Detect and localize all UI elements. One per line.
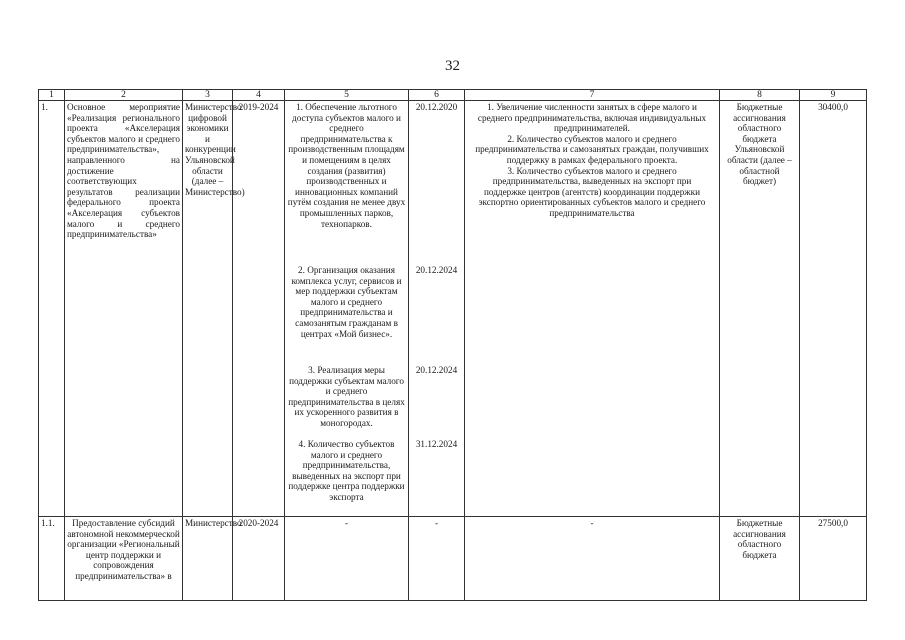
indicator-item: 1. Увеличение численности занятых в сфере малого и среднего предпринимательства, включая индивидуальных предпринимателей.	[477, 102, 707, 134]
activity-name: Основное мероприятие «Реализация регионального проекта «Акселерация субъектов малого и среднего предпринимательства», направленного на достижение соответствующих результатов реализации федерального проекта «Акселерация субъектов малого и среднего предпринимательства»	[65, 101, 183, 517]
row-number: 1.	[39, 101, 65, 517]
column-number: 4	[233, 90, 285, 101]
results-cell	[285, 101, 409, 517]
column-number: 2	[65, 90, 183, 101]
period: 2019-2024	[233, 101, 285, 517]
activity-name: Предоставление субсидий автономной некоммерческой организации «Региональный центр поддержки и сопровождения предпринимательства» в	[65, 517, 183, 601]
date-item: 20.12.2024	[415, 365, 458, 375]
column-number: 1	[39, 90, 65, 101]
column-number: 3	[183, 90, 233, 101]
result-item: 3. Реализация меры поддержки субъектам малого и среднего предпринимательства в целях их ускоренного развития в моногородах.	[288, 365, 405, 428]
indicators-cell: -	[465, 517, 720, 601]
funding-source: Бюджетные ассигнования областного бюджета Ульяновской области (далее – областной бюджет)	[720, 101, 800, 517]
indicator-item: 2. Количество субъектов малого и среднего предпринимательства и самозанятых граждан, получивших поддержку в рамках федерального проекта.	[475, 133, 709, 165]
period: 2020-2024	[233, 517, 285, 601]
indicators-cell	[465, 101, 720, 517]
date-item: 20.12.2024	[415, 265, 458, 275]
table-row	[39, 101, 867, 517]
table-row	[39, 517, 867, 601]
column-number: 5	[285, 90, 409, 101]
dates-cell: -	[409, 517, 465, 601]
executor: Министерство	[183, 517, 233, 601]
row-number: 1.1.	[39, 517, 65, 601]
funding-source: Бюджетные ассигнования областного бюджета	[720, 517, 800, 601]
indicator-item: 3. Количество субъектов малого и среднего предпринимательства, выведенных на экспорт при поддержке центров (агентств) координации поддержки экспортно ориентированных субъектов малого и среднего предпринимательства	[478, 165, 706, 218]
result-item: 2. Организация оказания комплекса услуг, сервисов и мер поддержки субъектам малого и среднего предпринимательства и самозанятым гражданам в центрах «Мой бизнес».	[291, 265, 402, 339]
program-table	[38, 89, 867, 601]
column-number: 7	[465, 90, 720, 101]
results-cell: -	[285, 517, 409, 601]
funding-amount: 27500,0	[800, 517, 867, 601]
funding-amount: 30400,0	[800, 101, 867, 517]
column-number: 9	[800, 90, 867, 101]
dates-cell	[409, 101, 465, 517]
result-item: 4. Количество субъектов малого и среднего предпринимательства, выведенных на экспорт при поддержке центра поддержки экспорта	[288, 439, 405, 502]
executor: Министерство цифровой экономики и конкуренции Ульяновской области (далее – Министерство)	[183, 101, 233, 517]
date-item: 20.12.2020	[415, 102, 458, 112]
column-number-row	[39, 90, 867, 101]
column-number: 6	[409, 90, 465, 101]
date-item: 31.12.2024	[415, 439, 458, 449]
result-item: 1. Обеспечение льготного доступа субъектов малого и среднего предпринимательства к производственным площадям и помещениям в целях создания (развития) производственных и инновационных компаний путём создания не менее двух промышленных парков, технопарков.	[287, 102, 406, 229]
column-number: 8	[720, 90, 800, 101]
page-number: 32	[445, 58, 460, 74]
